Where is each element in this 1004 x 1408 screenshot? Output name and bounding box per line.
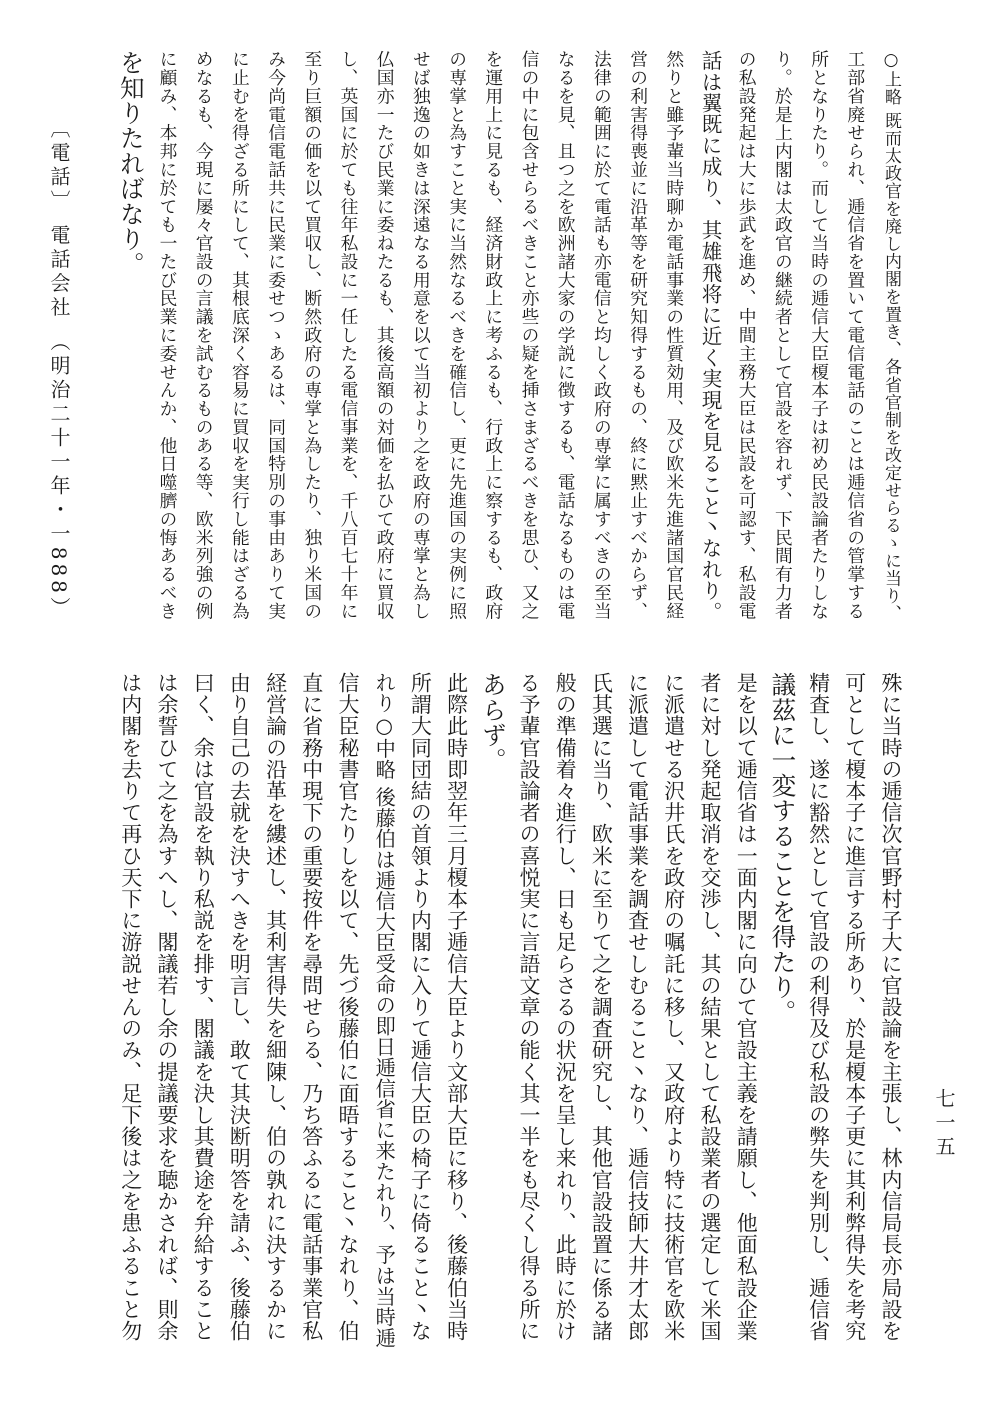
text-column: あらず。 xyxy=(478,672,508,773)
text-column: 般の準備着々進行し、日も足らさるの状況を呈し来れり、此時に於け xyxy=(553,672,578,1342)
text-column: ○上略 既而太政官を廃し内閣を置き、各省官制を改定せらるゝに当り、 xyxy=(881,50,901,623)
text-column: 経営論の沿革を縷述し、其利害得失を細陳し、伯の孰れに決するかに xyxy=(263,672,288,1342)
text-column: 可として榎本子に進言する所あり、於是榎本子更に其利弊得失を考究 xyxy=(842,672,867,1342)
text-column: 信の中に包含せらるべきこと亦些の疑を挿さまざるべきを思ひ、又之 xyxy=(519,50,540,621)
text-column: を運用上に見るも、経済財政上に考ふるも、行政上に察するも、政府 xyxy=(482,50,504,621)
page-header: 〔電話〕 電話会社 （明治二十一年・一888） xyxy=(47,118,71,621)
text-column: 議茲に一変することを得たり。 xyxy=(768,672,798,1025)
text-column: し、英国に於ても往年私設に一任したる電信事業を、千八百七十年に xyxy=(338,50,359,621)
text-column: 仏国亦一たび民業に委ねたるも、其後高額の対価を払ひて政府に買収 xyxy=(374,50,396,621)
text-column: 話は翼既に成り、其雄飛将に近く実現を見ること丶なれり。 xyxy=(698,50,722,623)
text-column: せば独逸の如きは深遠なる用意を以て当初より之を政府の専掌と為し xyxy=(410,50,432,621)
text-column: 至り巨額の価を以て買収し、断然政府の専掌と為したり、独り米国の xyxy=(301,50,323,621)
text-column: は余誓ひて之を為すへし、閣議若し余の提議要求を聴かされば、則余 xyxy=(155,672,179,1342)
text-column: 氏其選に当り、欧米に至りて之を調査研究し、其他官設設置に係る諸 xyxy=(589,672,614,1342)
text-column: 所謂大同団結の首領より内閣に入りて逓信大臣の椅子に倚ること丶な xyxy=(408,672,433,1342)
text-column: の専掌と為すこと実に当然なるべきを確信し、更に先進国の実例に照 xyxy=(446,50,468,621)
text-column: 由り自己の去就を決すへきを明言し、敢て其決断明答を請ふ、後藤伯 xyxy=(227,672,252,1342)
text-column: に派遣せる沢井氏を政府の嘱託に移し、又政府より特に技術官を欧米 xyxy=(661,672,686,1342)
text-column: り。於是上内閣は太政官の継続者として官設を容れず、下民間有力者 xyxy=(772,50,794,621)
text-column: る予輩官設論者の喜悦実に言語文章の能く其一半をも尽くし得る所に xyxy=(517,672,541,1342)
text-column: 法律の範囲に於て電話も亦電信と均しく政府の専掌に属すべきの至当 xyxy=(591,50,613,621)
text-column: の私設発起は大に歩武を進め、中間主務大臣は民設を可認す、私設電 xyxy=(736,50,758,621)
text-column: 営の利害得喪並に沿革等を研究知得するもの、終に黙止すべからず、 xyxy=(627,50,649,621)
text-column: 所となりたり。而して当時の逓信大臣榎本子は初め民設論者たりしな xyxy=(808,50,830,621)
text-column: 信大臣秘書官たりしを以て、先づ後藤伯に面晤すること丶なれり、伯 xyxy=(336,672,360,1342)
text-column: 然りと雖予輩当時聊か電話事業の性質効用、及び欧米先進諸国官民経 xyxy=(663,50,685,621)
text-column: 者に対し発起取消を交渉し、其の結果として私設業者の選定して米国 xyxy=(698,672,722,1342)
text-column: み今尚電信電話共に民業に委せつゝあるは、同国特別の事由ありて実 xyxy=(265,50,287,621)
page-number: 七一五 xyxy=(932,1088,956,1160)
text-column: に顧み、本邦に於ても一たび民業に委せんか、他日噬臍の悔あるべき xyxy=(157,50,178,621)
text-column: 直に省務中現下の重要按件を尋問せらる、乃ち答ふるに電話事業官私 xyxy=(299,672,324,1342)
text-column: 此際此時即翌年三月榎本子逓信大臣より文部大臣に移り、後藤伯当時 xyxy=(444,672,469,1342)
text-column: めなるも、今現に屡々官設の言議を試むるものある等、欧米列強の例 xyxy=(193,50,215,621)
text-column: 曰く、余は官設を執り私説を排す、閣議を決し其費途を弁給すること xyxy=(191,672,216,1342)
text-column: 工部省廃せられ、逓信省を置いて電信電話のことは逓信省の管掌する xyxy=(844,50,866,621)
text-column: を知りたればなり。 xyxy=(116,50,146,277)
text-column: 殊に当時の逓信次官野村子大に官設論を主張し、林内信局長亦局設を xyxy=(879,672,903,1342)
text-column: は内閣を去りて再ひ天下に游説せんのみ、足下後は之を患ふること勿 xyxy=(118,672,143,1342)
text-column: れり○中略 後藤伯は逓信大臣受命の即日逓信省に来たれり、予は当時逓 xyxy=(372,672,397,1349)
text-column: に派遣して電話事業を調査せしむること丶なり、逓信技師大井才太郎 xyxy=(625,672,650,1342)
text-column: に止むを得ざる所にして、其根底深く容易に買収を実行し能はざる為 xyxy=(229,50,251,621)
text-column: 精査し、遂に豁然として官設の利得及び私設の弊失を判別し、逓信省 xyxy=(806,672,831,1342)
text-column: なるを見、且つ之を欧洲諸大家の学説に徴するも、電話なるものは電 xyxy=(555,50,577,621)
text-column: 是を以て逓信省は一面内閣に向ひて官設主義を請願し、他面私設企業 xyxy=(734,672,759,1342)
